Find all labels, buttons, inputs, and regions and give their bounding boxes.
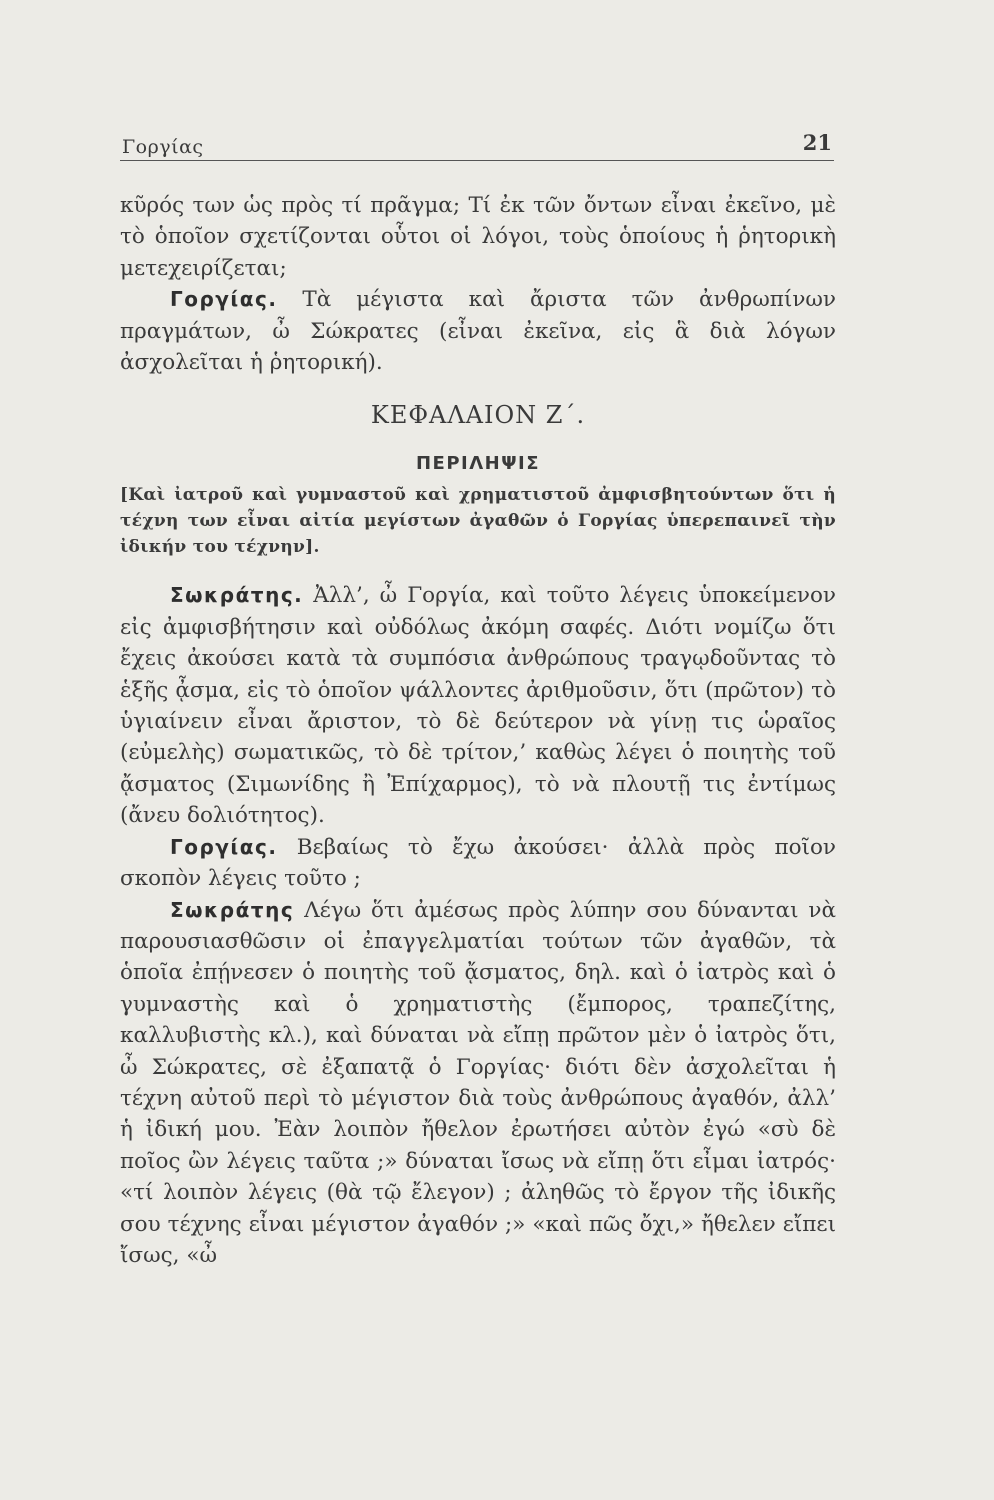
chapter-heading: ΚΕΦΑΛΑΙΟΝ Ζ΄. <box>370 401 586 430</box>
speaker-name: Σωκράτης. <box>170 583 304 608</box>
dialogue-text: Τὰ μέγιστα καὶ ἄριστα τῶν ἀνθρωπίνων πραγμάτων, ὦ Σώκρατες (εἶναι ἐκεῖνα, εἰς ἃ διὰ λόγων ἀσχολεῖται ἡ ῥητορική). <box>120 287 836 376</box>
speaker-name: Γοργίας. <box>170 287 278 312</box>
paragraph <box>120 580 836 831</box>
paragraph <box>120 895 836 1272</box>
section-heading: ΠΕΡΙΛΗΨΙΣ <box>415 453 541 475</box>
page-body <box>120 190 836 1271</box>
page-number: 21 <box>802 130 832 155</box>
paragraph <box>120 832 836 895</box>
dialogue-text: Βεβαίως τὸ ἔχω ἀκούσει· ἀλλὰ πρὸς ποῖον σκοπὸν λέγεις τοῦτο ; <box>120 834 836 892</box>
running-head-title: Γοργίας <box>122 136 204 158</box>
running-head <box>120 130 834 161</box>
dialogue-text: Λέγω ὅτι ἀμέσως πρὸς λύπην σου δύνανται νὰ παρουσιασθῶσιν οἱ ἐπαγγελματίαι τούτων τῶν ἀγαθῶν, τὰ ὁποῖα ἐπῄνεσεν ὁ ποιητὴς τοῦ ᾄσματος, δηλ. καὶ ὁ ἰατρὸς καὶ ὁ γυμναστὴς καὶ ὁ χρηματιστὴς (ἔμπορος, τραπεζίτης, καλλυβιστὴς κλ.), καὶ δύναται νὰ εἴπῃ πρῶτον μὲν ὁ ἰατρὸς ὅτι, ὦ Σώκρατες, σὲ ἐξαπατᾷ ὁ Γοργίας· διότι δὲν ἀσχολεῖται ἡ τέχνη αὐτοῦ περὶ τὸ μέγιστον διὰ τοὺς ἀνθρώπους ἀγαθόν, ἀλλ’ ἡ ἰδική μου. Ἐὰν λοιπὸν ἤθελον ἐρωτήσει αὐτὸν ἐγώ «σὺ δὲ ποῖος ὢν λέγεις ταῦτα ;» δύναται ἴσως νὰ εἴπῃ ὅτι εἶμαι ἰατρός· «τί λοιπὸν λέγεις (θὰ τῷ ἔλεγον) ; ἀληθῶς τὸ ἔργον τῆς ἰδικῆς σου τέχνης εἶναι μέγιστον ἀγαθόν ;» «καὶ πῶς ὄχι,» ἤθελεν εἴπει ἴσως, «ὦ <box>120 897 836 1268</box>
paragraph <box>120 284 836 378</box>
speaker-name: Σωκράτης <box>170 897 295 922</box>
dialogue-text: Ἀλλ’, ὦ Γοργία, καὶ τοῦτο λέγεις ὑποκείμενον εἰς ἀμφισβήτησιν καὶ οὐδόλως ἀκόμη σαφές. Διότι νομίζω ὅτι ἔχεις ἀκούσει κατὰ τὰ συμπόσια ἀνθρώπους τραγῳδοῦντας τὸ ἑξῆς ᾆσμα, εἰς τὸ ὁποῖον ψάλλοντες ἀριθμοῦσιν, ὅτι (πρῶτον) τὸ ὑγιαίνειν εἶναι ἄριστον, τὸ δὲ δεύτερον νὰ γίνῃ τις ὡραῖος (εὐμελὴς) σωματικῶς, τὸ δὲ τρίτον,’ καθὼς λέγει ὁ ποιητὴς τοῦ ᾄσματος (Σιμωνίδης ἢ Ἐπίχαρμος), τὸ νὰ πλουτῇ τις ἐντίμως (ἄνευ δολιότητος). <box>120 583 836 829</box>
chapter-summary: [Καὶ ἰατροῦ καὶ γυμναστοῦ καὶ χρηματιστοῦ ἀμφισβητούντων ὅτι ἡ τέχνη των εἶναι αἰτία μεγίστων ἀγαθῶν ὁ Γοργίας ὑπερεπαινεῖ τὴν ἰδικήν του τέχνην]. <box>120 485 836 558</box>
speaker-name: Γοργίας. <box>170 834 278 859</box>
paragraph: κῦρός των ὡς πρὸς τί πρᾶγμα; Τί ἐκ τῶν ὄντων εἶναι ἐκεῖνο, μὲ τὸ ὁποῖον σχετίζονται οὗτοι οἱ λόγοι, τοὺς ὁποίους ἡ ῥητορικὴ μετεχειρίζεται; <box>120 193 836 281</box>
